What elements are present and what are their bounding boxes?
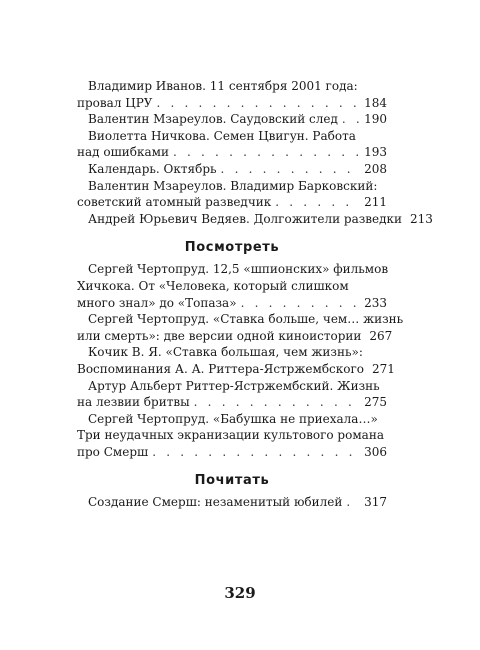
dot-leader	[221, 161, 361, 178]
toc-entry-title-line: Сергей Чертопруд. «Ставка больше, чем… жизнь	[88, 312, 404, 327]
toc-entry	[77, 211, 433, 228]
toc-entry-title-line: Создание Смерш: незаменитый юбилей	[88, 495, 343, 510]
toc-entry-title-line: Хичкока. От «Человека, который слишком	[77, 278, 349, 293]
toc-page-number: 184	[364, 95, 387, 110]
toc-entry	[77, 411, 387, 461]
dot-leader	[346, 494, 360, 511]
toc-page-number: 275	[364, 395, 387, 410]
toc-entry	[77, 178, 387, 211]
toc-entry	[77, 311, 404, 344]
dot-leader	[152, 444, 360, 461]
toc-entry-title-line: Календарь. Октябрь	[88, 161, 217, 176]
toc-page-number: 271	[372, 361, 395, 376]
toc-page-number: 193	[364, 145, 387, 160]
toc-entry-title-line: Воспоминания А. А. Риттера-Ястржембского	[77, 361, 365, 376]
toc-entry-title-line: Артур Альберт Риттер-Ястржембский. Жизнь	[88, 378, 380, 393]
toc-entry-title-line: провал ЦРУ	[77, 95, 153, 110]
toc-entry-title-line: Валентин Мзареулов. Владимир Барковский:	[88, 178, 378, 193]
section-heading: Почитать	[194, 473, 270, 489]
folio-page-number: 329	[224, 584, 256, 602]
toc-entry	[77, 128, 387, 161]
toc-page-number: 306	[364, 444, 387, 459]
toc-page-number: 190	[364, 112, 387, 127]
toc-entry	[77, 161, 387, 178]
toc-entry	[77, 111, 387, 128]
toc-entry-title-line: или смерть»: две версии одной киноистории	[77, 328, 362, 343]
toc-entry-title-line: Три неудачных экранизации культового романа	[77, 428, 384, 443]
toc-entry-title-line: советский атомный разведчик	[77, 195, 272, 210]
dot-leader	[342, 111, 360, 128]
toc-entry	[77, 261, 387, 311]
section-heading: Посмотреть	[184, 240, 280, 256]
toc-entry-title-line: над ошибками	[77, 145, 169, 160]
toc-entry	[77, 78, 387, 111]
dot-leader	[275, 194, 360, 211]
toc-entry-title-line: на лезвии бритвы	[77, 395, 190, 410]
toc-entry-title-line: Владимир Иванов. 11 сентября 2001 года:	[88, 79, 358, 93]
toc-page-number: 213	[410, 211, 433, 226]
table-of-contents	[77, 78, 433, 511]
toc-entry	[77, 494, 387, 511]
toc-entry-title-line: Сергей Чертопруд. 12,5 «шпионских» фильмов	[88, 262, 389, 277]
toc-entry-title-line: Кочик В. Я. «Ставка большая, чем жизнь»:	[88, 345, 363, 360]
dot-leader	[241, 295, 361, 312]
toc-entry-title-line: Андрей Юрьевич Ведяев. Долгожители разведки	[88, 211, 403, 226]
dot-leader	[173, 144, 360, 161]
toc-entry-title-line: Виолетта Ничкова. Семен Цвигун. Работа	[88, 128, 356, 143]
toc-entry-title-line: Сергей Чертопруд. «Бабушка не приехала…»	[88, 411, 378, 426]
toc-entry-title-line: Валентин Мзареулов. Саудовский след	[88, 112, 338, 127]
toc-entry	[77, 344, 395, 377]
toc-entry-title-line: много знал» до «Топаза»	[77, 295, 237, 310]
toc-page-number: 233	[364, 295, 387, 310]
dot-leader	[156, 95, 360, 112]
toc-entry	[77, 378, 387, 411]
toc-page-number: 267	[369, 328, 393, 343]
toc-page-number: 208	[364, 161, 387, 176]
dot-leader	[194, 394, 360, 411]
toc-page-number: 317	[364, 495, 387, 510]
toc-page-number: 211	[364, 195, 387, 210]
toc-entry-title-line: про Смерш	[77, 444, 149, 459]
